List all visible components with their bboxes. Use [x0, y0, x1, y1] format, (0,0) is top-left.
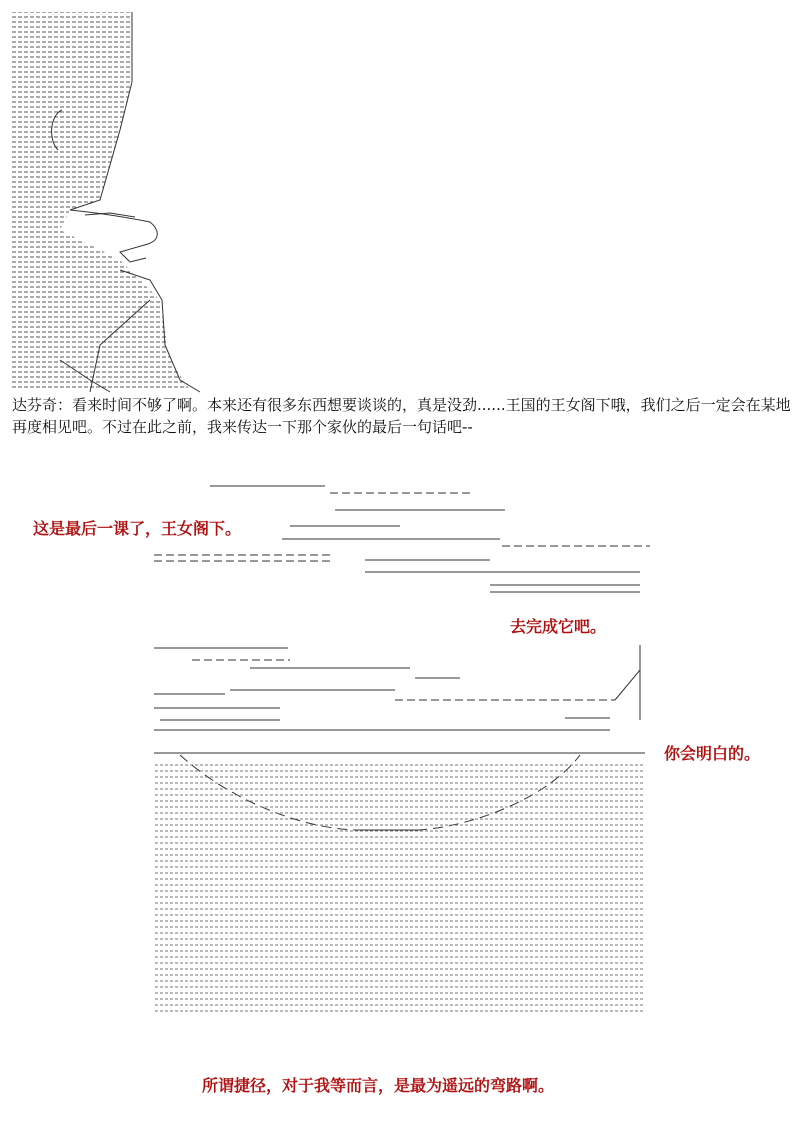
narration-text: 达芬奇：看来时间不够了啊。本来还有很多东西想要谈谈的，真是没劲......王国的王女阁下哦，我们之后一定会在某地再度相见吧。不过在此之前，我来传达一下那个家伙的最后一句话吧-- — [12, 396, 791, 436]
scene-ground-hatch — [154, 760, 644, 1015]
quote-go-finish: 去完成它吧。 — [510, 617, 607, 636]
quote-you-will-understand: 你会明白的。 — [664, 744, 761, 763]
quote-last-lesson: 这是最后一课了，王女阁下。 — [33, 519, 242, 538]
quote-shortcut: 所谓捷径，对于我等而言，是最为遥远的弯路啊。 — [202, 1076, 555, 1095]
figure-art — [12, 12, 200, 392]
